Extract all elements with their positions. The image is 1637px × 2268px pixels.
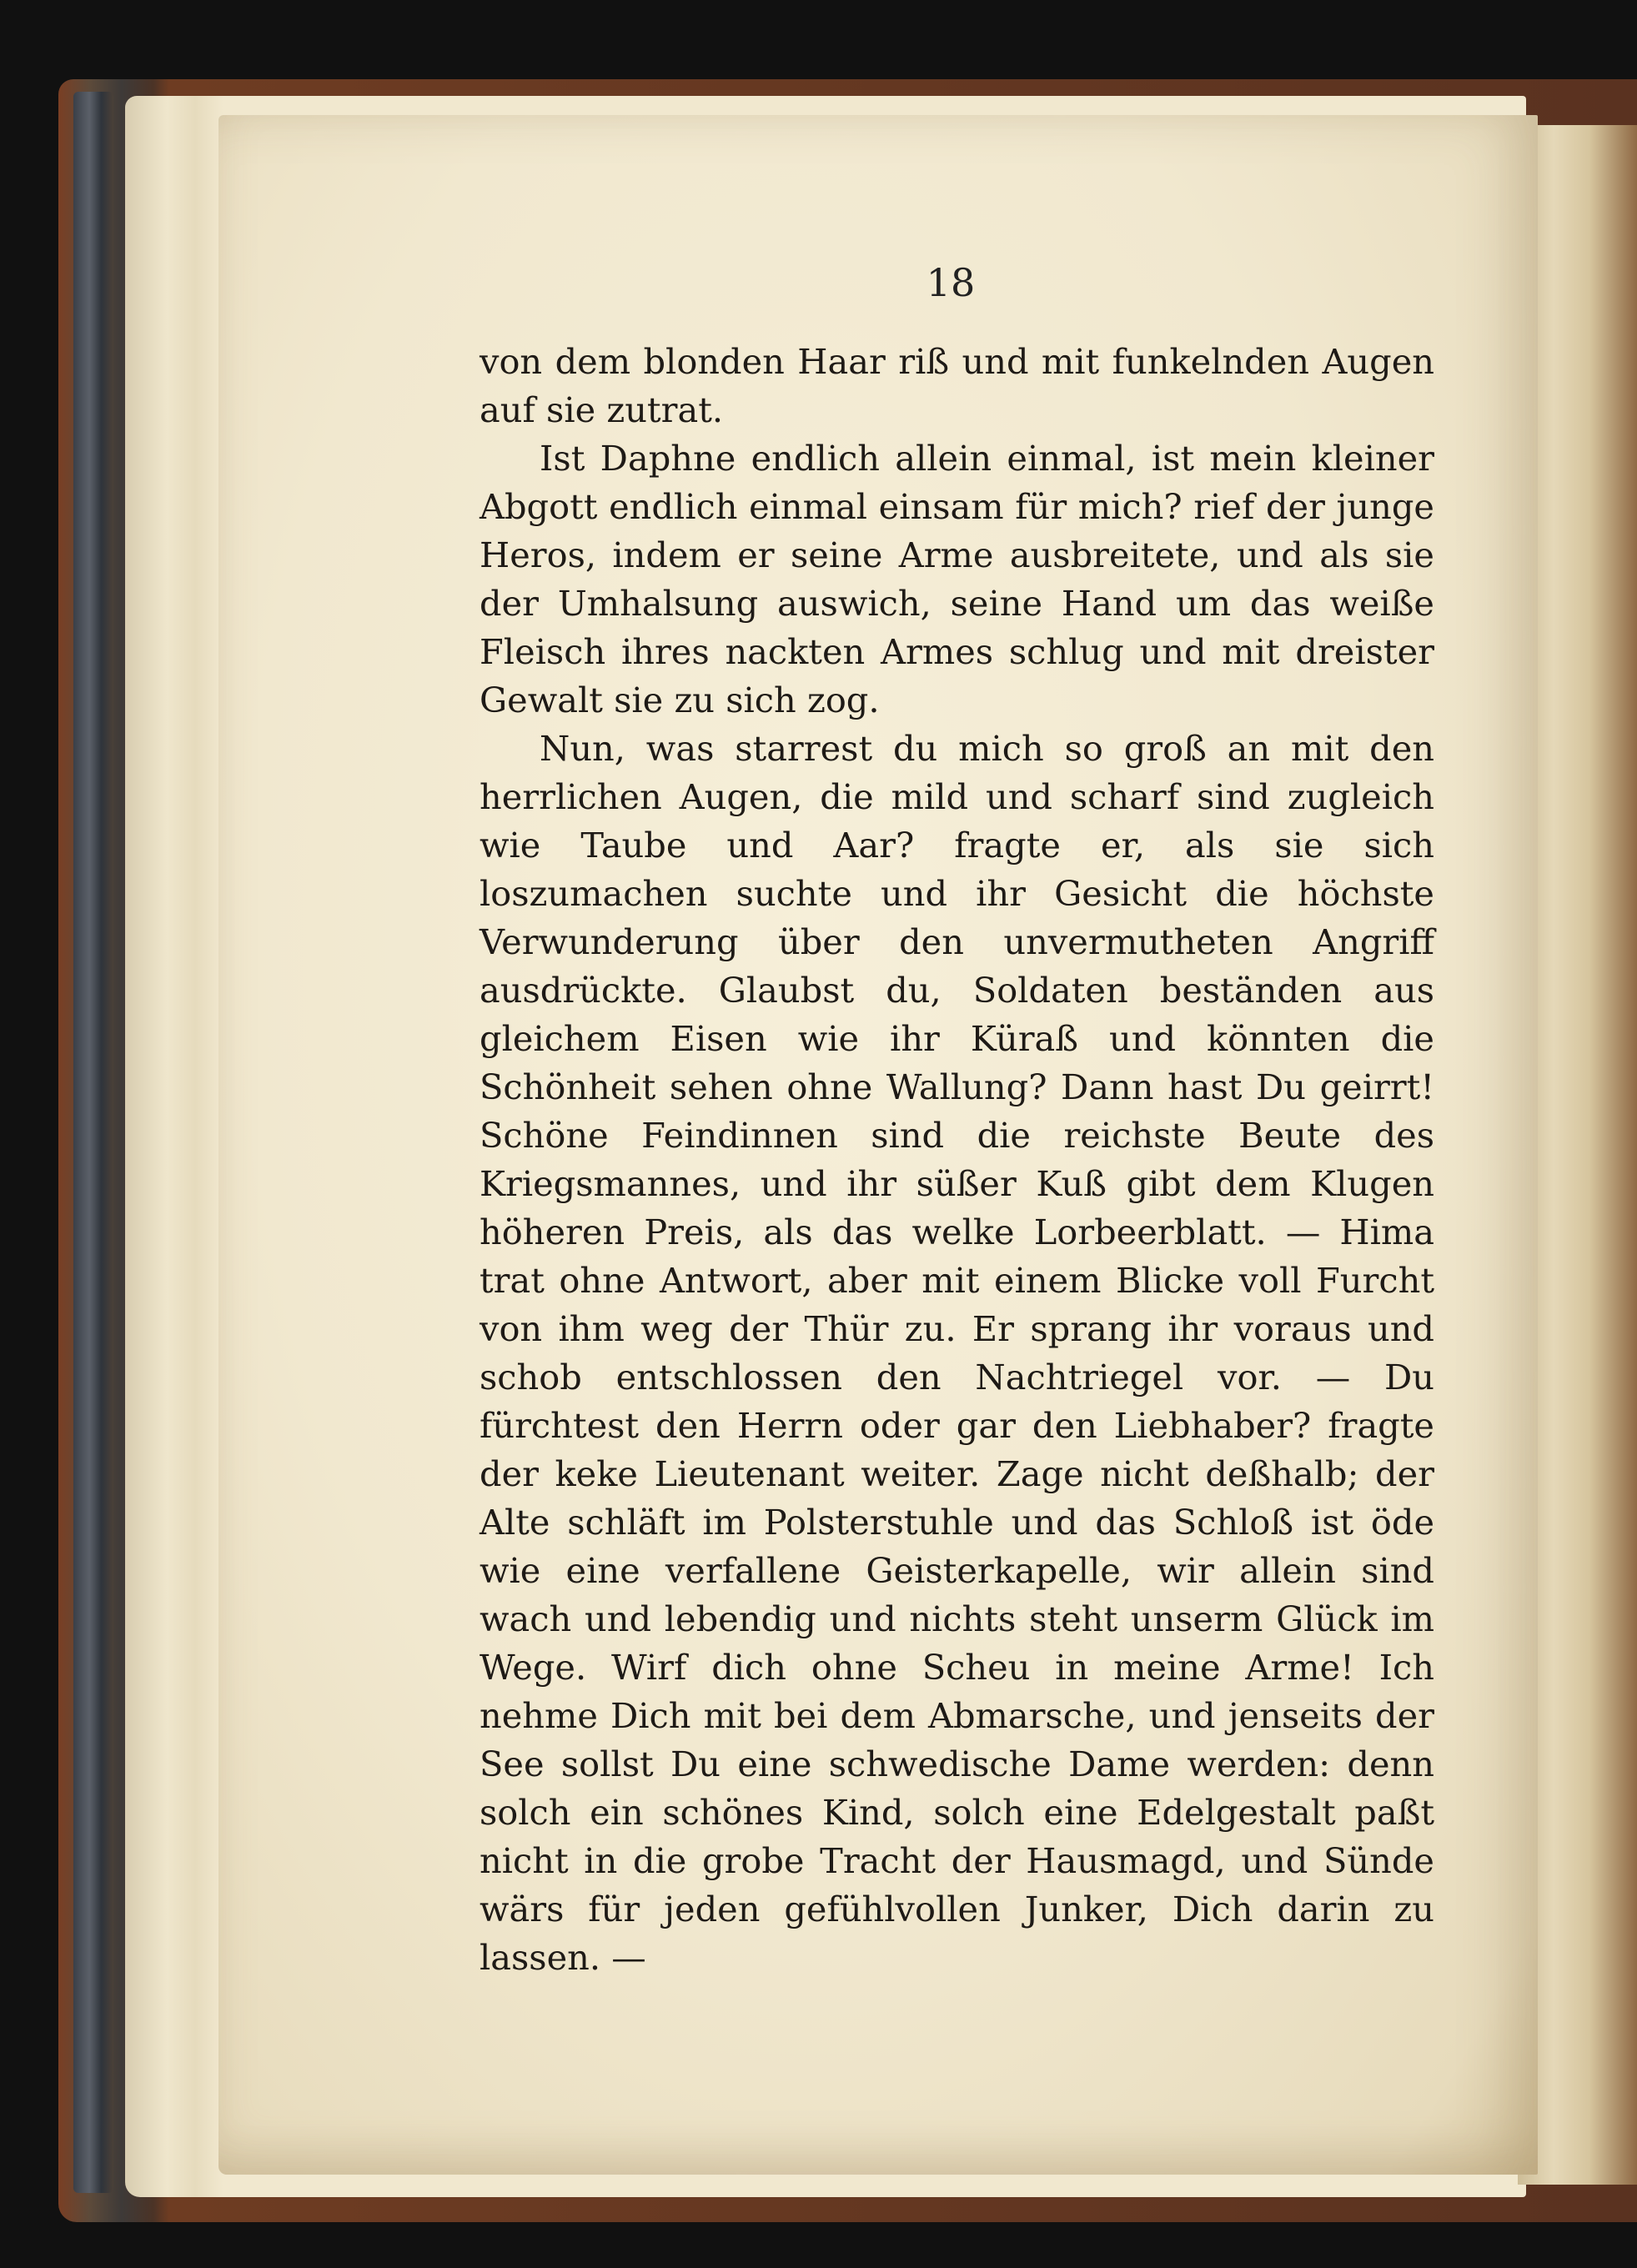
paragraph: Nun, was starrest du mich so groß an mit den herrlichen Augen, die mild und scharf sind zugleich wie Taube und Aar? fragte er, als sie sich loszumachen suchte und ihr Gesicht die höchste Verwunderung über den unvermutheten Angriff ausdrückte. Glaubst du, Soldaten beständen aus gleichem Eisen wie ihr Küraß und könnten die Schönheit sehen ohne Wallung? Dann hast Du geirrt! Schöne Feindinnen sind die reichste Beute des Kriegsmannes, und ihr süßer Kuß gibt dem Klugen höheren Preis, als das welke Lorbeerblatt. — Hima trat ohne Antwort, aber mit einem Blicke voll Furcht von ihm weg der Thür zu. Er sprang ihr voraus und schob entschlossen den Nachtriegel vor. — Du fürchtest den Herrn oder gar den Liebhaber? fragte der keke Lieutenant weiter. Zage nicht deßhalb; der Alte schläft im Polsterstuhle und das Schloß ist öde wie eine verfallene Geisterkapelle, wir allein sind wach und lebendig und nichts steht unserm Glück im Wege. Wirf dich ohne Scheu in meine Arme! Ich nehme Dich mit bei dem Abmarsche, und jenseits der See sollst Du eine schwedische Dame werden: denn solch ein schönes Kind, solch eine Edelgestalt paßt nicht in die grobe Tracht der Hausmagd, und Sünde wärs für jeden gefühlvollen Junker, Dich darin zu lassen. — [480, 728, 1434, 1978]
paragraph: Ist Daphne endlich allein einmal, ist mein kleiner Abgott endlich einmal einsam für mich? rief der junge Heros, indem er seine Arme ausbreitete, und als sie der Umhalsung auswich, seine Hand um das weiße Fleisch ihres nackten Armes schlug und mit dreister Gewalt sie zu sich zog. [480, 438, 1434, 720]
book-spine-strip [73, 92, 113, 2193]
page-number: 18 [926, 260, 976, 305]
page-text [480, 338, 1434, 1982]
paragraph: von dem blonden Haar riß und mit funkelnden Augen auf sie zutrat. [480, 341, 1434, 430]
